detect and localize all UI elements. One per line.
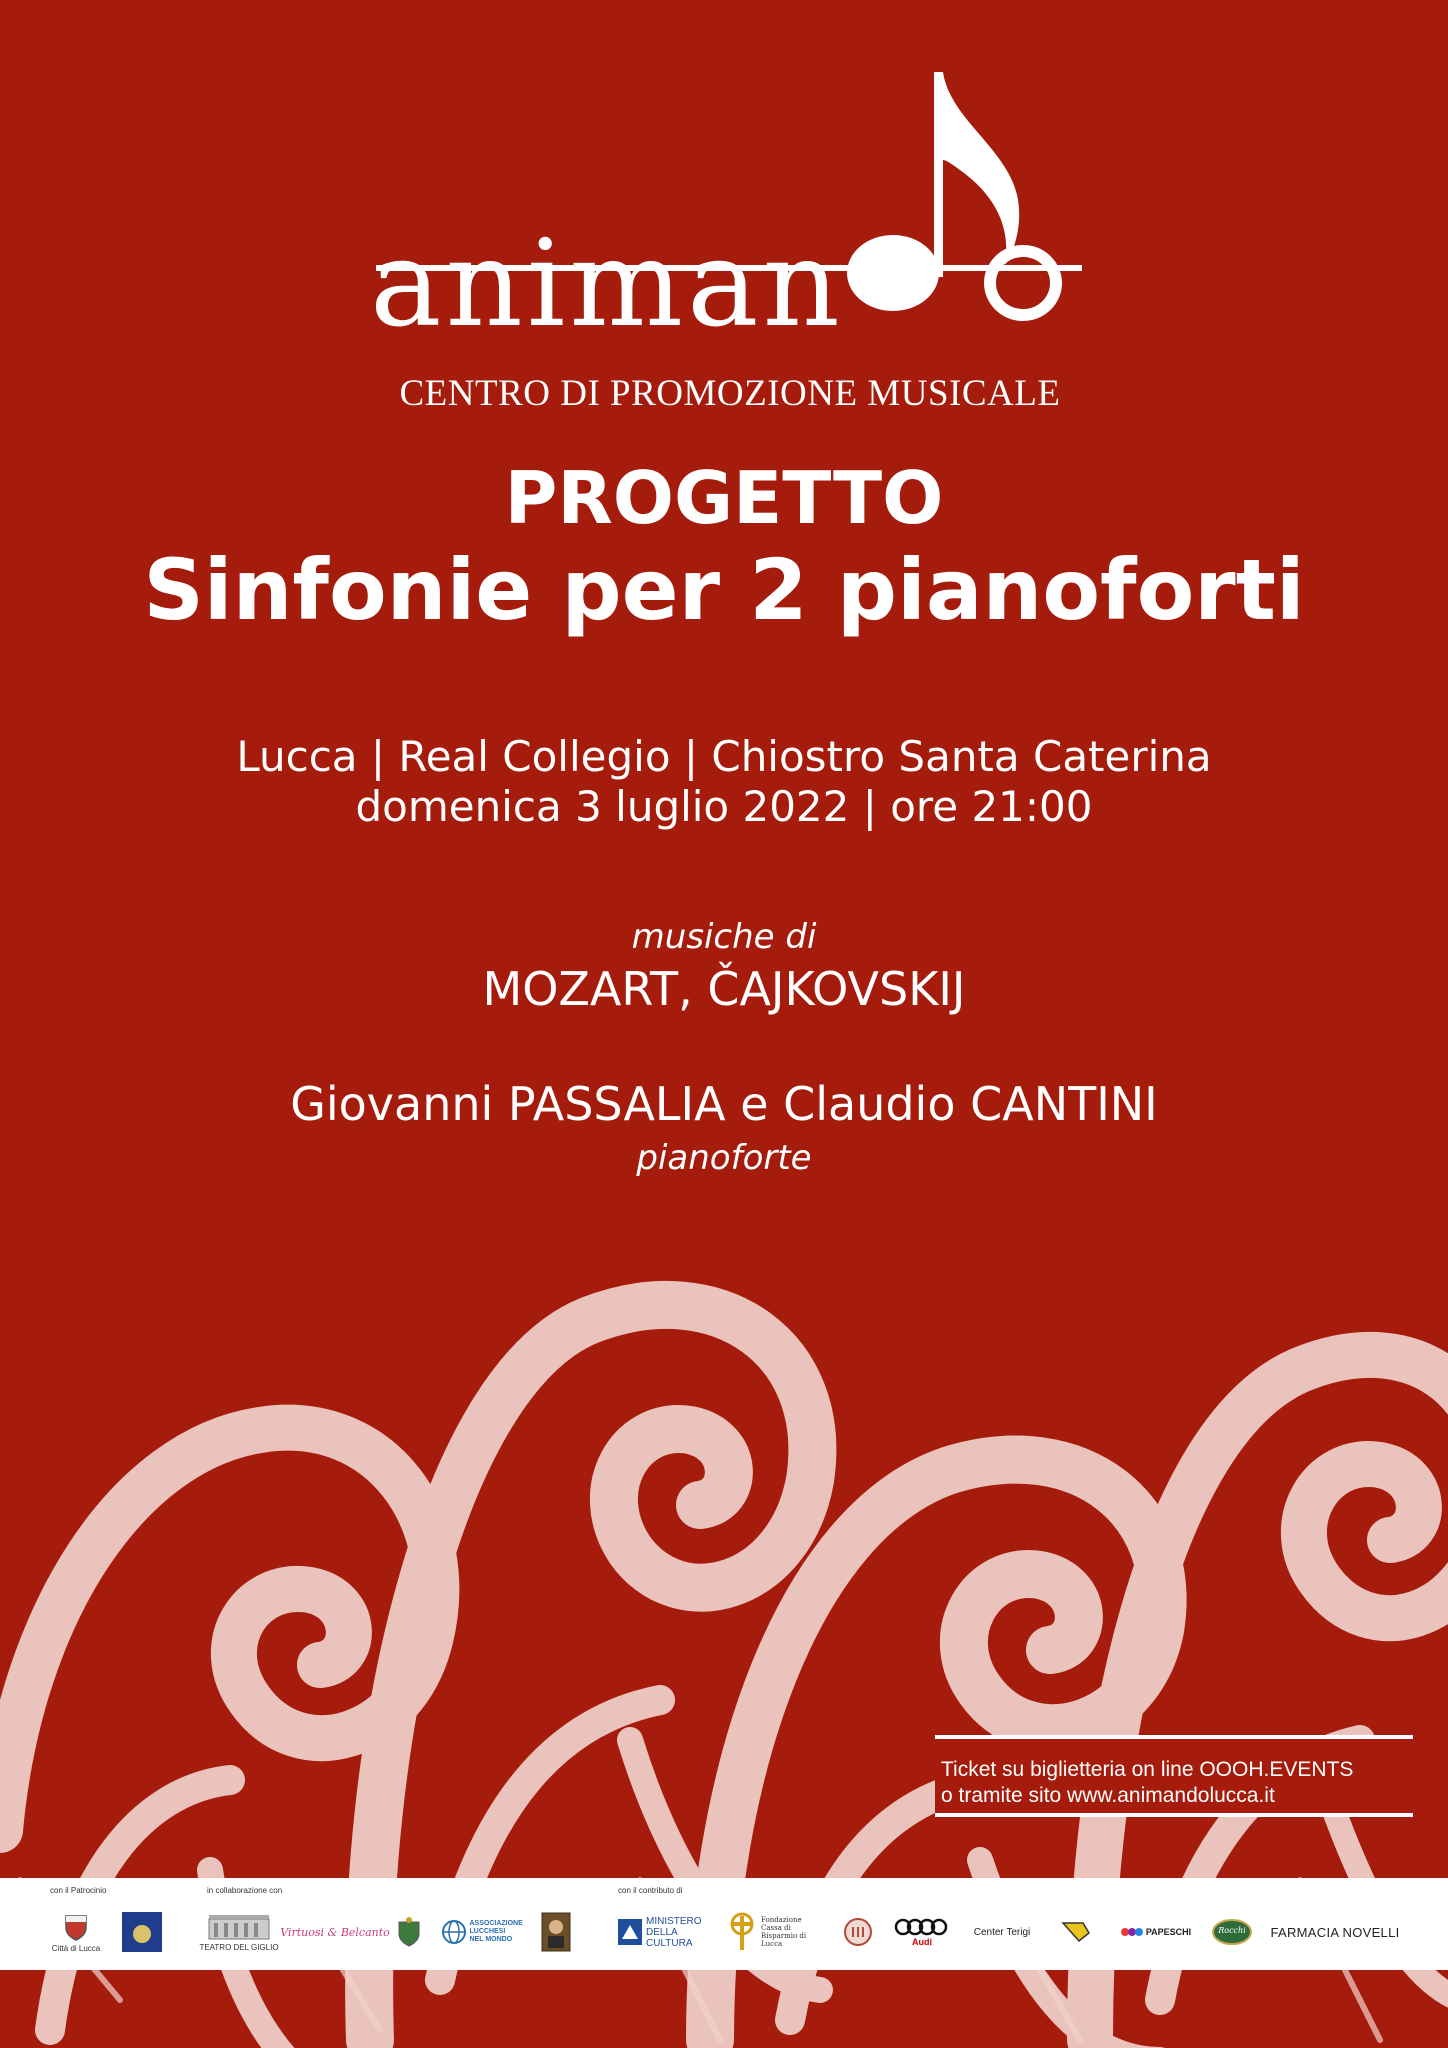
coat-of-arms-icon [64,1912,88,1942]
instrument: pianoforte [636,1138,812,1178]
patronage-label: con il Patrocinio [50,1886,107,1895]
globe-icon [441,1919,467,1945]
round-seal-icon [843,1917,873,1947]
ticket-info-box [935,1735,1413,1817]
ticket-link-line[interactable]: o tramite sito www.animandolucca.it [941,1784,1275,1807]
wine-estate-logo [838,1906,878,1958]
citta-lucca-logo: Città di Lucca [48,1906,104,1958]
virtuosi-belcanto-logo: Virtuosi & Belcanto [280,1925,390,1939]
fondazione-crl-logo: Fondazione Cassa di Risparmio di Lucca [726,1906,822,1958]
event-title-line1: PROGETTO [504,456,944,540]
color-dots-icon [1121,1925,1143,1939]
music-label: musiche di [631,917,817,957]
audi-rings-icon [894,1918,950,1936]
portrait-icon [541,1912,571,1952]
sponsor-band [0,1878,1448,1970]
mic-emblem-icon [618,1919,642,1945]
ministero-cultura-logo: MINISTERO DELLA CULTURA [618,1906,710,1958]
collaboration-label: in collaborazione con [207,1886,283,1895]
cross-emblem-icon [727,1912,757,1952]
ticket-line1: Ticket su biglietteria on line OOOH.EVENTS [941,1758,1354,1781]
farmacia-novelli-logo: FARMACIA NOVELLI [1270,1924,1400,1940]
provincia-lucca-logo [120,1906,164,1958]
audi-logo: Audi [892,1906,952,1958]
contribution-label: con il contributo di [618,1886,683,1895]
center-terigi-logo: Center Terigi [973,1926,1031,1938]
associazione-lucchesi-logo: ASSOCIAZIONE LUCCHESI NEL MONDO [440,1906,518,1958]
rocchi-logo: Rocchi [1210,1906,1254,1958]
logo-subtitle: CENTRO DI PROMOZIONE MUSICALE [399,373,1061,414]
yellow-emblem-logo [1050,1906,1102,1958]
comune-crest-logo [392,1906,426,1958]
provincia-emblem-icon [122,1912,162,1952]
performers: Giovanni PASSALIA e Claudio CANTINI [290,1077,1158,1131]
crest-icon [397,1916,421,1948]
event-datetime: domenica 3 luglio 2022 | ore 21:00 [355,782,1093,831]
yellow-emblem-icon [1059,1919,1093,1945]
animando-logo [370,60,1090,414]
logo-wordmark: animan [370,215,844,354]
event-venue: Lucca | Real Collegio | Chiostro Santa Caterina [236,732,1212,781]
composers: MOZART, ČAJKOVSKIJ [482,962,966,1016]
theater-facade-icon [208,1913,270,1941]
teatro-giglio-logo: TEATRO DEL GIGLIO [204,1906,274,1958]
portrait-plaque-logo [536,1906,576,1958]
event-title-line2: Sinfonie per 2 pianoforti [143,541,1305,639]
papeschi-logo: PAPESCHI [1116,1906,1196,1958]
